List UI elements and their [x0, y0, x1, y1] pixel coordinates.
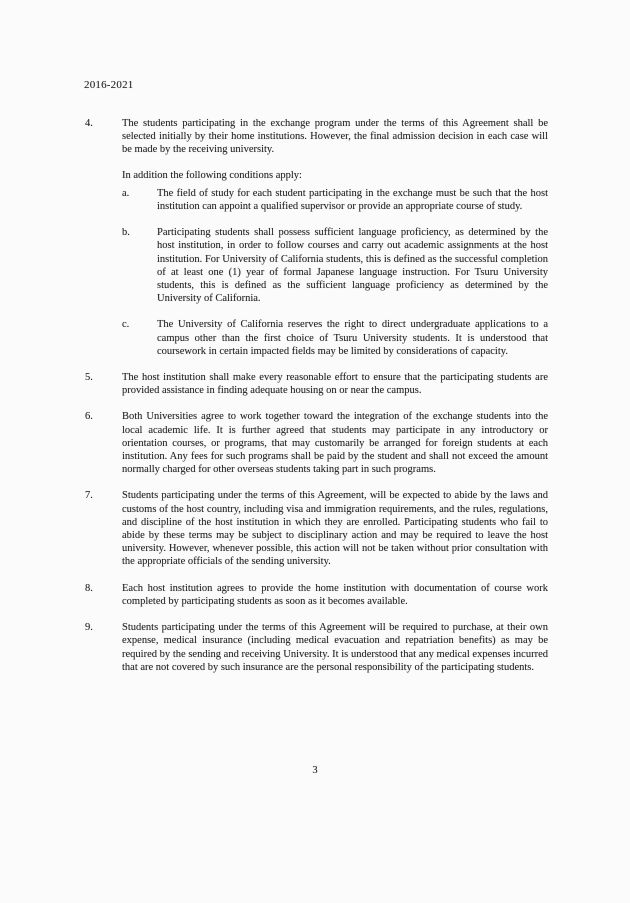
- sub-item-letter: b.: [122, 227, 130, 239]
- item-number: 9.: [85, 622, 93, 634]
- item-paragraph: Students participating under the terms of this Agreement will be required to purchase, at their own expense, medical insurance (including medical evacuation and repatriation benefits) as may be required by the sending and receiving University. It is understood that any medical expenses incurred that are not covered by such insurance are the personal responsibility of the participating students.: [122, 622, 548, 673]
- item-number: 5.: [85, 372, 93, 384]
- item-number: 7.: [85, 490, 93, 502]
- item-paragraph: The students participating in the exchange program under the terms of this Agreement shall be selected initially by their home institutions. However, the final admission decision in each case will be made by the receiving university.: [122, 118, 548, 156]
- item-number: 4.: [85, 118, 93, 129]
- item-paragraph: Both Universities agree to work together toward the integration of the exchange students into the local academic life. It is further agreed that students may participate in any introductory or orientation courses, or programs, that may customarily be arranged for foreign students at each institution. Any fees for such programs shall be paid by the student and shall not exceed the amount normally charged for other overseas students taking part in such programs.: [122, 411, 548, 476]
- page-number: 3: [312, 765, 318, 776]
- sub-item-letter: a.: [122, 187, 130, 199]
- agreement-body: [85, 117, 548, 674]
- list-item-6: [85, 410, 548, 476]
- item-paragraph: Students participating under the terms of this Agreement, will be expected to abide by the laws and customs of the host country, including visa and immigration requirements, and the rules, regulations, and discipline of the host institution in which they are enrolled. Participating students who fail to abide by these terms may be subject to disciplinary action and may be required to leave the host university. However, whenever possible, this action will not be taken without prior consultation with the appropriate officials of the sending university.: [122, 490, 548, 568]
- list-item-4: [85, 117, 548, 358]
- sub-item-letter: c.: [122, 319, 130, 331]
- item-number: 6.: [85, 411, 93, 423]
- item-paragraph: Each host institution agrees to provide the home institution with documentation of course work completed by participating students as soon as it becomes available.: [122, 582, 548, 607]
- item-body: [122, 371, 548, 397]
- list-item-7: [85, 489, 548, 568]
- header-date: 2016-2021: [84, 79, 134, 91]
- sub-item-text: The University of California reserves the right to direct undergraduate applications to a campus other than the first choice of Tsuru University students. It is understood that coursework in certain impacted fields may be limited by considerations of capacity.: [157, 319, 548, 357]
- list-item-8: [85, 582, 548, 608]
- list-item-5: [85, 371, 548, 397]
- item-body: [122, 410, 548, 476]
- list-item-9: [85, 621, 548, 674]
- sub-item-a: [122, 187, 548, 213]
- sub-item-text: The field of study for each student participating in the exchange must be such that the host institution can appoint a qualified supervisor or provide an appropriate course of study.: [157, 187, 548, 213]
- item-body: [122, 117, 548, 358]
- sub-item-c: [122, 318, 548, 358]
- item-paragraph: The host institution shall make every reasonable effort to ensure that the participating students are provided assistance in finding adequate housing on or near the campus.: [122, 372, 548, 397]
- sub-item-b: [122, 226, 548, 305]
- conditions-intro: In addition the following conditions apply:: [122, 169, 302, 181]
- item-body: [122, 489, 548, 568]
- item-number: 8.: [85, 582, 93, 594]
- item-body: [122, 621, 548, 674]
- item-body: [122, 582, 548, 608]
- sub-item-text: Participating students shall possess sufficient language proficiency, as determined by the host institution, in order to follow courses and carry out academic assignments at the host institution. For University of California students, this is defined as the successful completion of at least one (1) year of formal Japanese language instruction. For Tsuru University students, this is defined as the sufficient language proficiency as determined by the University of California.: [157, 227, 548, 305]
